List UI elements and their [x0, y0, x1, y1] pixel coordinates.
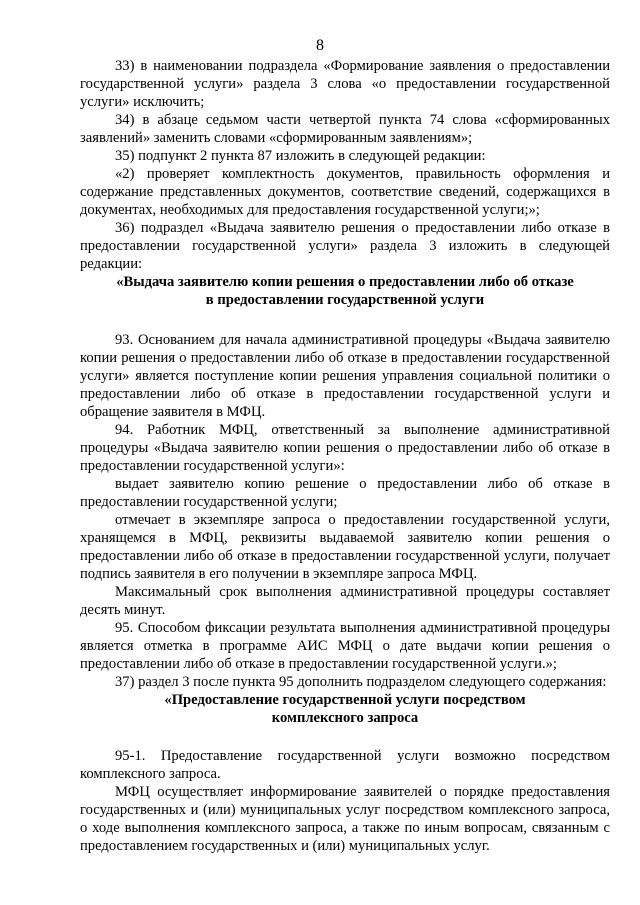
- section-heading-complex-request: [80, 691, 610, 727]
- paragraph-94: 94. Работник МФЦ, ответственный за выполнение административной процедуры «Выдача заявителю копии решения о предоставлении либо об отказе в предоставлении государственной услуги»:: [80, 422, 610, 474]
- paragraph-33: 33) в наименовании подраздела «Формирование заявления о предоставлении государственной услуги» раздела 3 слова «о предоставлении государственной услуги» исключить;: [80, 58, 610, 110]
- page-number: 8: [316, 37, 324, 54]
- spacer: [80, 309, 610, 331]
- paragraph-95: 95. Способом фиксации результата выполнения административной процедуры является отметка в программе АИС МФЦ о дате выдачи копии решения о предоставлении либо об отказе в предоставлении государственной услуги.»;: [80, 620, 610, 672]
- spacer: [80, 727, 610, 747]
- paragraph-95-1: 95-1. Предоставление государственной услуги возможно посредством комплексного запроса.: [80, 748, 610, 782]
- paragraph-mfc-informing: МФЦ осуществляет информирование заявителей о порядке предоставления государственных и (или) муниципальных услуг посредством комплексного запроса, о ходе выполнения комплексного запроса, а также по иным вопросам, связанным с предоставлением государственных и (или) муниципальных услуг.: [80, 784, 610, 854]
- paragraph-37: 37) раздел 3 после пункта 95 дополнить подразделом следующего содержания:: [115, 674, 607, 690]
- heading-line: комплексного запроса: [271, 710, 419, 726]
- heading-line: «Выдача заявителю копии решения о предоставлении либо об отказе: [116, 274, 574, 290]
- paragraph-36: 36) подраздел «Выдача заявителю решения о предоставлении либо отказе в предоставлении государственной услуги» раздела 3 изложить в следующей редакции:: [80, 220, 610, 272]
- paragraph-93: 93. Основанием для начала административной процедуры «Выдача заявителю копии решения о предоставлении либо об отказе в предоставлении государственной услуги» является поступление копии решения управления социальной политики о предоставлении либо об отказе в предоставлении государственной услуги и обращение заявителя в МФЦ.: [80, 332, 610, 420]
- heading-line: в предоставлении государственной услуги: [205, 292, 485, 308]
- paragraph-94-item-2: отмечает в экземпляре запроса о предоставлении государственной услуги, хранящемся в МФЦ, реквизиты выдаваемой заявителю копии решения о предоставлении либо об отказе в предоставлении государственной услуги, получает подпись заявителя в его получении в экземпляре запроса МФЦ.: [80, 512, 610, 582]
- paragraph-94-item-1: выдает заявителю копию решение о предоставлении либо об отказе в предоставлении государственной услуги;: [80, 476, 610, 510]
- heading-line: «Предоставление государственной услуги посредством: [164, 692, 526, 708]
- section-heading-issuance: [80, 273, 610, 309]
- paragraph-35-text: «2) проверяет комплектность документов, правильность оформления и содержание представленных документов, соответствие сведений, содержащихся в документах, необходимых для предоставления государственной услуги;»;: [80, 166, 610, 218]
- document-body: [80, 57, 610, 855]
- paragraph-34: 34) в абзаце седьмом части четвертой пункта 74 слова «сформированных заявлений» заменить словами «сформированным заявлениям»;: [80, 112, 610, 146]
- paragraph-35: 35) подпункт 2 пункта 87 изложить в следующей редакции:: [115, 148, 486, 164]
- paragraph-max-time: Максимальный срок выполнения административной процедуры составляет десять минут.: [80, 584, 610, 618]
